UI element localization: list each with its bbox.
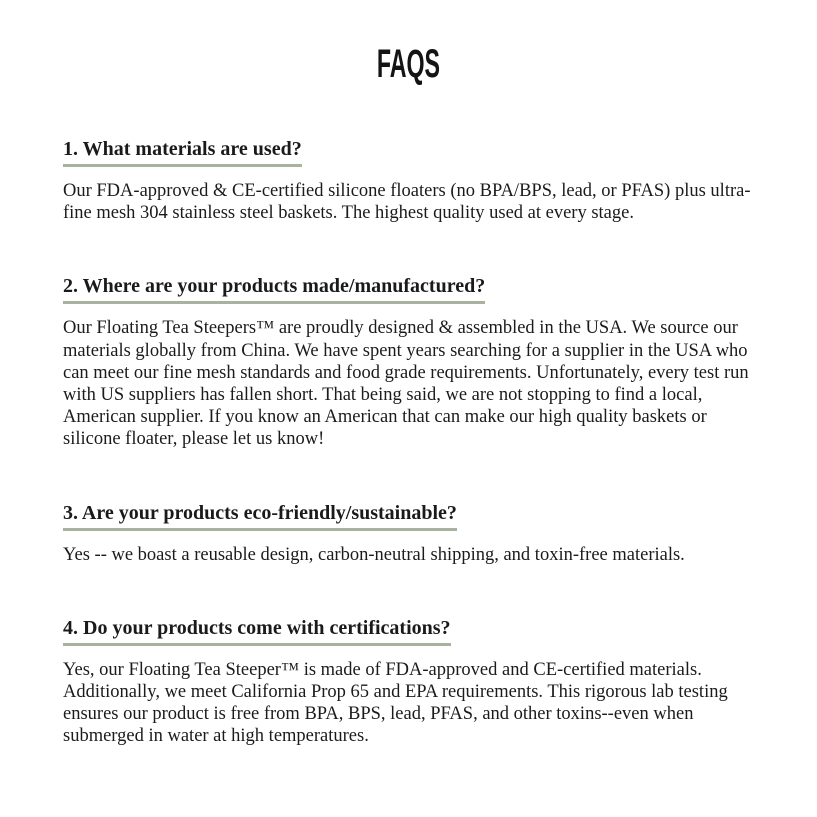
faq-item <box>63 275 757 450</box>
faq-answer: Our Floating Tea Steepers™ are proudly designed & assembled in the USA. We source our materials globally from China. We have spent years searching for a supplier in the USA who can meet our fine mesh standards and food grade requirements. Unfortunately, every test run with US suppliers has fallen short. That being said, we are not stopping to find a local, American supplier. If you know an American that can make our high quality baskets or silicone floater, please let us know! <box>63 318 749 450</box>
faq-answer: Yes -- we boast a reusable design, carbon-neutral shipping, and toxin-free materials. <box>63 544 685 565</box>
faq-question: 2. Where are your products made/manufactured? <box>63 275 485 304</box>
faq-answer: Yes, our Floating Tea Steeper™ is made of FDA-approved and CE-certified materials. Additionally, we meet California Prop 65 and EPA requirements. This rigorous lab testing ensures our product is free from BPA, BPS, lead, PFAS, and other toxins--even when submerged in water at high temperatures. <box>63 659 728 747</box>
faq-question: 4. Do your products come with certifications? <box>63 617 451 646</box>
faq-answer: Our FDA-approved & CE-certified silicone floaters (no BPA/BPS, lead, or PFAS) plus ultra-fine mesh 304 stainless steel baskets. The highest quality used at every stage. <box>63 181 751 224</box>
faq-question: 1. What materials are used? <box>63 138 302 167</box>
faq-list <box>63 138 757 748</box>
faq-item <box>63 502 757 566</box>
faq-question: 3. Are your products eco-friendly/sustainable? <box>63 502 457 531</box>
faq-item <box>63 138 757 224</box>
faq-item <box>63 617 757 748</box>
page-title: FAQS <box>376 42 441 86</box>
page-header <box>0 0 817 94</box>
